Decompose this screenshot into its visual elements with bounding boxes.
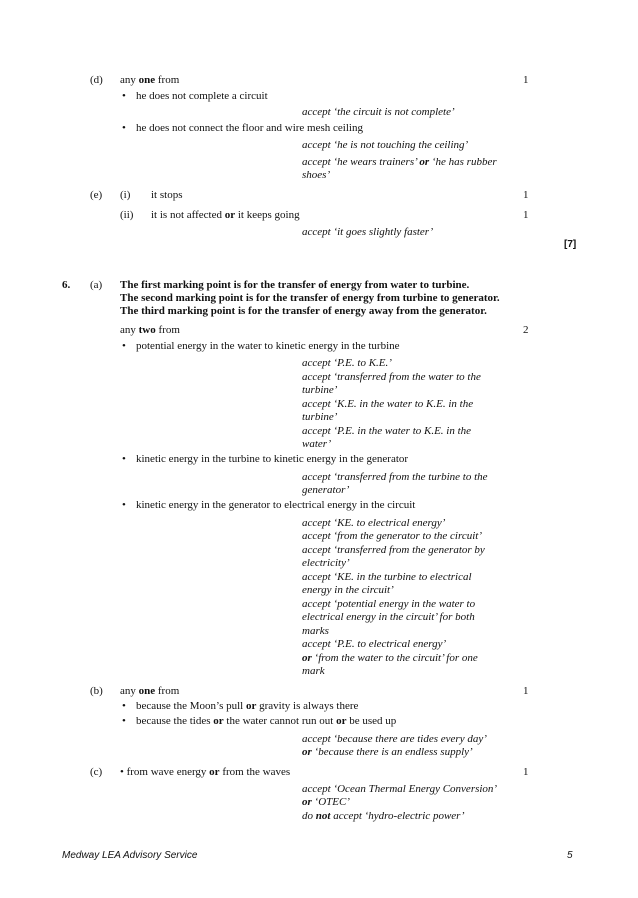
accept-6a-3-line: electrical energy in the circuit’ for both [302, 611, 475, 623]
any-one-from: any one from [120, 74, 180, 86]
accept-6a-1-line: turbine’ [302, 384, 338, 396]
guidance-line-3: The third marking point is for the transfer of energy away from the generator. [120, 305, 487, 317]
guidance-line-2: The second marking point is for the transfer of energy from turbine to generator. [120, 292, 500, 304]
accept-6a-1-line: water’ [302, 438, 332, 450]
accept-6c-1: accept ‘Ocean Thermal Energy Conversion’ [302, 783, 498, 795]
any-two-from: any two from [120, 324, 180, 336]
accept-5d-2: accept ‘he is not touching the ceiling’ [302, 139, 469, 151]
bullet-6a-3: • kinetic energy in the generator to electrical energy in the circuit [136, 499, 415, 512]
accept-6a-3-line: electricity’ [302, 557, 350, 569]
accept-6c-2: or ‘OTEC’ [302, 796, 350, 808]
accept-6b-2: or ‘because there is an endless supply’ [302, 746, 473, 758]
mark-6c: 1 [523, 766, 529, 778]
accept-6a-3-or: or ‘from the water to the circuit’ for one [302, 652, 478, 664]
mark-6a: 2 [523, 324, 529, 336]
accept-6a-2-line: generator’ [302, 484, 350, 496]
accept-6a-3-line: accept ‘transferred from the generator by [302, 544, 485, 556]
accept-6a-1-line: accept ‘P.E. in the water to K.E. in the [302, 425, 472, 437]
accept-6c-3: do not accept ‘hydro-electric power’ [302, 810, 465, 822]
accept-6a-3-line: accept ‘KE. to electrical energy’ [302, 517, 446, 529]
bullet-6b-1: • because the Moon’s pull or gravity is always there [136, 700, 358, 713]
part-label-6c: (c) [90, 766, 103, 778]
accept-6a-3-line: accept ‘P.E. to electrical energy’ [302, 638, 447, 650]
accept-6a-3-line: accept ‘from the generator to the circuit’ [302, 530, 483, 542]
part-label-6a: (a) [90, 279, 103, 291]
accept-5d-3: accept ‘he wears trainers’ or ‘he has rubber [302, 156, 497, 168]
sub-label-5e-i: (i) [120, 189, 131, 201]
question-number-6: 6. [62, 279, 71, 291]
footer-publisher: Medway LEA Advisory Service [62, 850, 198, 861]
accept-6a-3-line: accept ‘potential energy in the water to [302, 598, 476, 610]
bullet-5d-1: • he does not complete a circuit [136, 90, 268, 103]
bullet-6a-2: • kinetic energy in the turbine to kinetic energy in the generator [136, 453, 408, 466]
answer-5e-i: it stops [151, 189, 183, 201]
accept-5d-3-cont: shoes’ [302, 169, 331, 181]
sub-label-5e-ii: (ii) [120, 209, 134, 221]
accept-6a-2-line: accept ‘transferred from the turbine to the [302, 471, 488, 483]
part-label-5e: (e) [90, 189, 103, 201]
accept-6a-1-line: accept ‘K.E. in the water to K.E. in the [302, 398, 474, 410]
total-marks-q5: [7] [564, 239, 577, 250]
accept-6a-3-line: energy in the circuit’ [302, 584, 394, 596]
accept-6a-3-line: marks [302, 625, 329, 637]
any-one-from-6b: any one from [120, 685, 180, 697]
bullet-5d-2: • he does not connect the floor and wire mesh ceiling [136, 122, 363, 135]
accept-5e: accept ‘it goes slightly faster’ [302, 226, 434, 238]
accept-6a-1-line: accept ‘P.E. to K.E.’ [302, 357, 392, 369]
bullet-6a-1: • potential energy in the water to kinetic energy in the turbine [136, 340, 400, 353]
accept-6a-3-last: mark [302, 665, 325, 677]
mark-5d: 1 [523, 74, 529, 86]
accept-5d-1: accept ‘the circuit is not complete’ [302, 106, 455, 118]
accept-6a-1-line: accept ‘transferred from the water to the [302, 371, 481, 383]
part-label-6b: (b) [90, 685, 103, 697]
answer-6c: • from wave energy or from the waves [120, 766, 291, 778]
answer-5e-ii: it is not affected or it keeps going [151, 209, 300, 221]
bullet-6b-2: • because the tides or the water cannot run out or be used up [136, 715, 396, 728]
page-number: 5 [567, 850, 573, 861]
mark-5e-i: 1 [523, 189, 529, 201]
mark-5e-ii: 1 [523, 209, 529, 221]
accept-6a-1-line: turbine’ [302, 411, 338, 423]
mark-6b: 1 [523, 685, 529, 697]
accept-6b-1: accept ‘because there are tides every day’ [302, 733, 487, 745]
guidance-line-1: The first marking point is for the transfer of energy from water to turbine. [120, 279, 470, 291]
part-label-5d: (d) [90, 74, 103, 86]
accept-6a-3-line: accept ‘KE. in the turbine to electrical [302, 571, 472, 583]
